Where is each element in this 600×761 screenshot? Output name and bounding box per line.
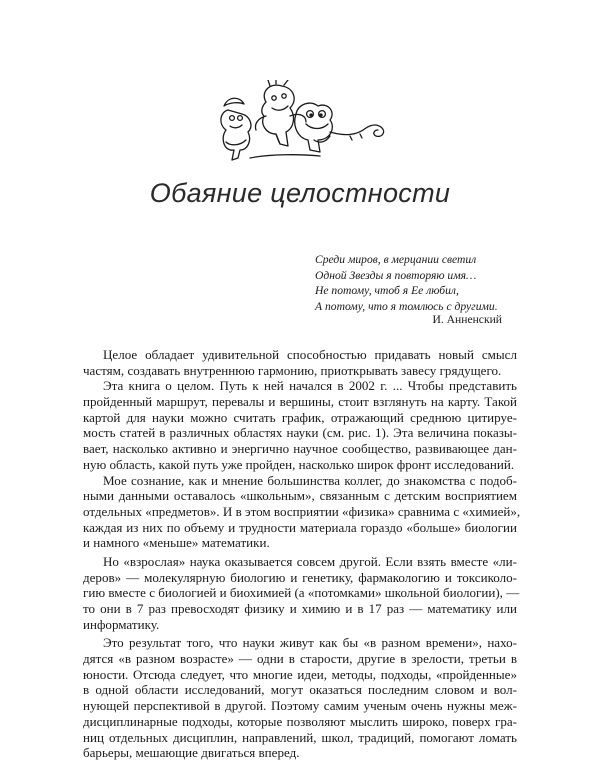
epigraph (315, 252, 555, 314)
body-line: ную область, какой путь уже пройден, насколько широк фронт исследований. (83, 456, 515, 472)
body-line: ными данными оставалось «школьным», связанным с детским восприятием (83, 488, 517, 504)
body-line: пройденный маршрут, перевалы и вершины, стоит взглянуть на карту. Такой (83, 394, 517, 410)
epigraph-line: А потому, что я томлюсь с другими. (315, 299, 498, 313)
body-line: Но «взрослая» наука оказывается совсем другой. Если взять вместе «ли- (103, 553, 517, 569)
body-line: гию вместе с биологией и биохимией (а «потомками» школьной биологии), — (83, 585, 520, 601)
body-line: каждая из них по объему и трудности материала гораздо «больше» биологии (83, 519, 517, 535)
body-line: Мое сознание, как и мнение большинства коллег, до знакомства с подоб- (103, 472, 517, 488)
body-line: вает, насколько активно и энергично научное сообщество, развивающее дан- (83, 441, 517, 457)
body-line: дятся «в разном возрасте» — одни в старости, другие в зрелости, третьи в (83, 651, 517, 667)
body-line: картой для науки можно считать график, отражающий среднюю цитируе- (83, 409, 517, 425)
body-line: Это результат того, что науки живут как бы «в разном времени», нахо- (103, 635, 517, 651)
body-line: отдельных «предметов». И в этом восприятии «физика» сравнима с «химией», (83, 503, 521, 519)
body-line: в одной области исследований, могут оказаться последним словом и вол- (83, 682, 517, 698)
epigraph-line: Не потому, чтоб я Ее любил, (315, 284, 459, 297)
body-line: юности. Отсюда следует, что многие идеи, методы, подходы, «пройденные» (83, 666, 517, 682)
dragons-illustration-icon (210, 80, 400, 170)
body-line: нующей перспективой в другой. Поэтому самим ученым очень нужны меж- (83, 698, 517, 714)
body-text (83, 347, 521, 761)
body-line: частям, создавать внутреннюю гармонию, приоткрывать завесу грядущего. (83, 362, 502, 378)
epigraph-author: И. Анненский (432, 313, 502, 326)
chapter-title: Обаяние целостности (149, 178, 451, 208)
body-line: мость статей в различных областях науки (см. рис. 1). Эта величина показы- (83, 425, 517, 441)
body-line: барьеры, мешающие двигаться вперед. (83, 745, 300, 761)
body-line: ниц отдельных дисциплин, направлений, школ, традиций, помогают ломать (83, 729, 517, 745)
epigraph-line: Среди миров, в мерцании светил (315, 253, 477, 266)
body-line: дисциплинарные подходы, которые позволяют мыслить широко, поверх гра- (83, 713, 517, 729)
body-line: Целое обладает удивительной способностью придавать новый смысл (103, 347, 517, 362)
body-line: и намного «меньше» математики. (83, 535, 270, 551)
body-line: то они в 7 раз превосходят физику и химию и в 17 раз — математику или (83, 601, 517, 616)
body-line: Эта книга о целом. Путь к ней начался в 2002 г. ... Чтобы представить (103, 378, 517, 394)
body-line: информатику. (83, 616, 160, 632)
epigraph-line: Одной Звезды я повторяю имя… (315, 268, 477, 282)
body-line: деров» — молекулярную биологию и генетику, фармакологию и токсиколо- (83, 569, 517, 585)
